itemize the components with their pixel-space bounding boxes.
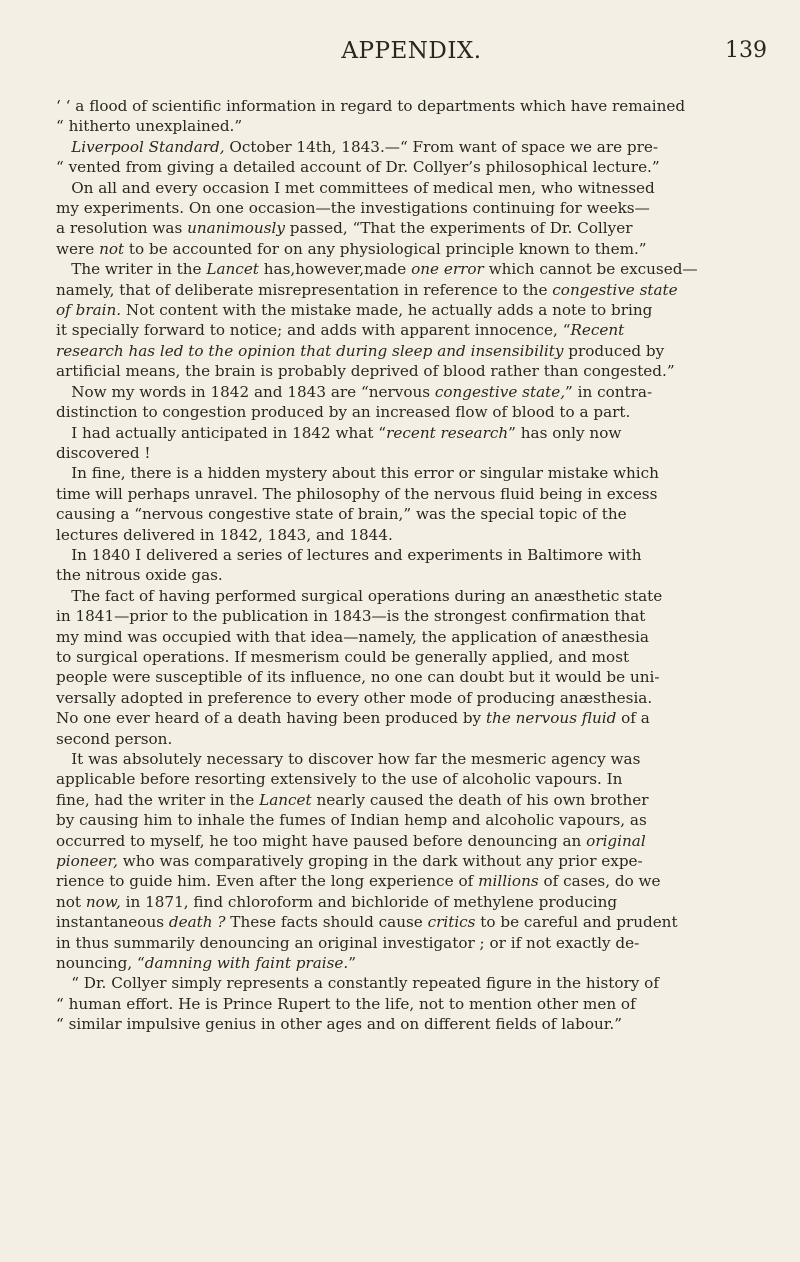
- text-line: a resolution was unanimously passed, “That the experiments of Dr. Collyer: [56, 219, 633, 238]
- text-line: time will perhaps unravel. The philosophy of the nervous fluid being in excess: [56, 484, 658, 503]
- page-number: 139: [725, 38, 767, 63]
- text-line: nouncing, “damning with faint praise.”: [56, 954, 357, 973]
- text-line: In 1840 I delivered a series of lectures and experiments in Baltimore with: [71, 545, 642, 564]
- text-line: occurred to myself, he too might have paused before denouncing an original: [56, 831, 646, 850]
- text-line: “ human effort. He is Prince Rupert to the life, not to mention other men of: [56, 994, 636, 1013]
- text-line: research has led to the opinion that during sleep and insensibility produced by: [56, 341, 665, 360]
- text-line: “ hitherto unexplained.”: [56, 117, 243, 136]
- text-line: of brain. Not content with the mistake made, he actually adds a note to bring: [56, 301, 653, 320]
- text-line: applicable before resorting extensively to the use of alcoholic vapours. In: [56, 770, 623, 789]
- body-text: [56, 96, 767, 1035]
- text-line: “ vented from giving a detailed account of Dr. Collyer’s philosophical lecture.”: [56, 158, 660, 177]
- text-line: “ similar impulsive genius in other ages and on different fields of labour.”: [56, 1015, 622, 1034]
- text-line: I had actually anticipated in 1842 what “recent research” has only now: [71, 423, 622, 442]
- text-line: the nitrous oxide gas.: [56, 566, 223, 585]
- text-line: “ Dr. Collyer simply represents a constantly repeated figure in the history of: [71, 974, 659, 993]
- text-line: namely, that of deliberate misrepresentation in reference to the congestive state: [56, 280, 678, 299]
- text-line: distinction to congestion produced by an increased flow of blood to a part.: [56, 403, 631, 422]
- text-line: were not to be accounted for on any physiological principle known to them.”: [56, 239, 647, 258]
- text-line: In fine, there is a hidden mystery about this error or singular mistake which: [71, 464, 659, 483]
- text-line: in 1841—prior to the publication in 1843—is the strongest confirmation that: [56, 607, 646, 626]
- text-line: It was absolutely necessary to discover how far the mesmeric agency was: [71, 750, 641, 768]
- running-title: APPENDIX.: [341, 38, 482, 64]
- text-line: fine, had the writer in the Lancet nearly caused the death of his own brother: [56, 790, 649, 809]
- text-line: No one ever heard of a death having been produced by the nervous fluid of a: [56, 709, 650, 728]
- text-line: ‘ ‘ a flood of scientific information in regard to departments which have remained: [56, 97, 686, 115]
- text-line: lectures delivered in 1842, 1843, and 1844.: [56, 525, 393, 544]
- text-line: not now, in 1871, find chloroform and bichloride of methylene producing: [56, 892, 618, 911]
- text-line: people were susceptible of its influence, no one can doubt but it would be uni-: [56, 668, 660, 687]
- text-line: second person.: [56, 729, 173, 748]
- text-line: versally adopted in preference to every other mode of producing anæsthesia.: [56, 688, 653, 707]
- text-line: in thus summarily denouncing an original investigator ; or if not exactly de-: [56, 933, 640, 952]
- text-line: by causing him to inhale the fumes of Indian hemp and alcoholic vapours, as: [56, 811, 647, 830]
- text-line: my experiments. On one occasion—the investigations continuing for weeks—: [56, 199, 650, 218]
- text-line: On all and every occasion I met committees of medical men, who witnessed: [71, 178, 655, 197]
- text-line: artificial means, the brain is probably deprived of blood rather than congested.”: [56, 362, 675, 381]
- text-line: it specially forward to notice; and adds with apparent innocence, “Recent: [56, 321, 625, 340]
- text-line: rience to guide him. Even after the long experience of millions of cases, do we: [56, 872, 661, 891]
- text-line: causing a “nervous congestive state of brain,” was the special topic of the: [56, 505, 627, 524]
- text-line: discovered !: [56, 443, 151, 462]
- text-line: The writer in the Lancet has,however,made one error which cannot be excused—: [71, 260, 698, 279]
- page-header: [56, 38, 767, 68]
- text-line: my mind was occupied with that idea—namely, the application of anæsthesia: [56, 627, 649, 646]
- text-line: Now my words in 1842 and 1843 are “nervous congestive state,” in contra-: [71, 382, 653, 401]
- text-line: pioneer, who was comparatively groping in the dark without any prior expe-: [56, 852, 643, 871]
- text-line: instantaneous death ? These facts should cause critics to be careful and prudent: [56, 913, 678, 932]
- text-line: Liverpool Standard, October 14th, 1843.—“ From want of space we are pre-: [71, 137, 659, 156]
- text-line: to surgical operations. If mesmerism could be generally applied, and most: [56, 647, 630, 666]
- text-line: The fact of having performed surgical operations during an anæsthetic state: [71, 586, 663, 605]
